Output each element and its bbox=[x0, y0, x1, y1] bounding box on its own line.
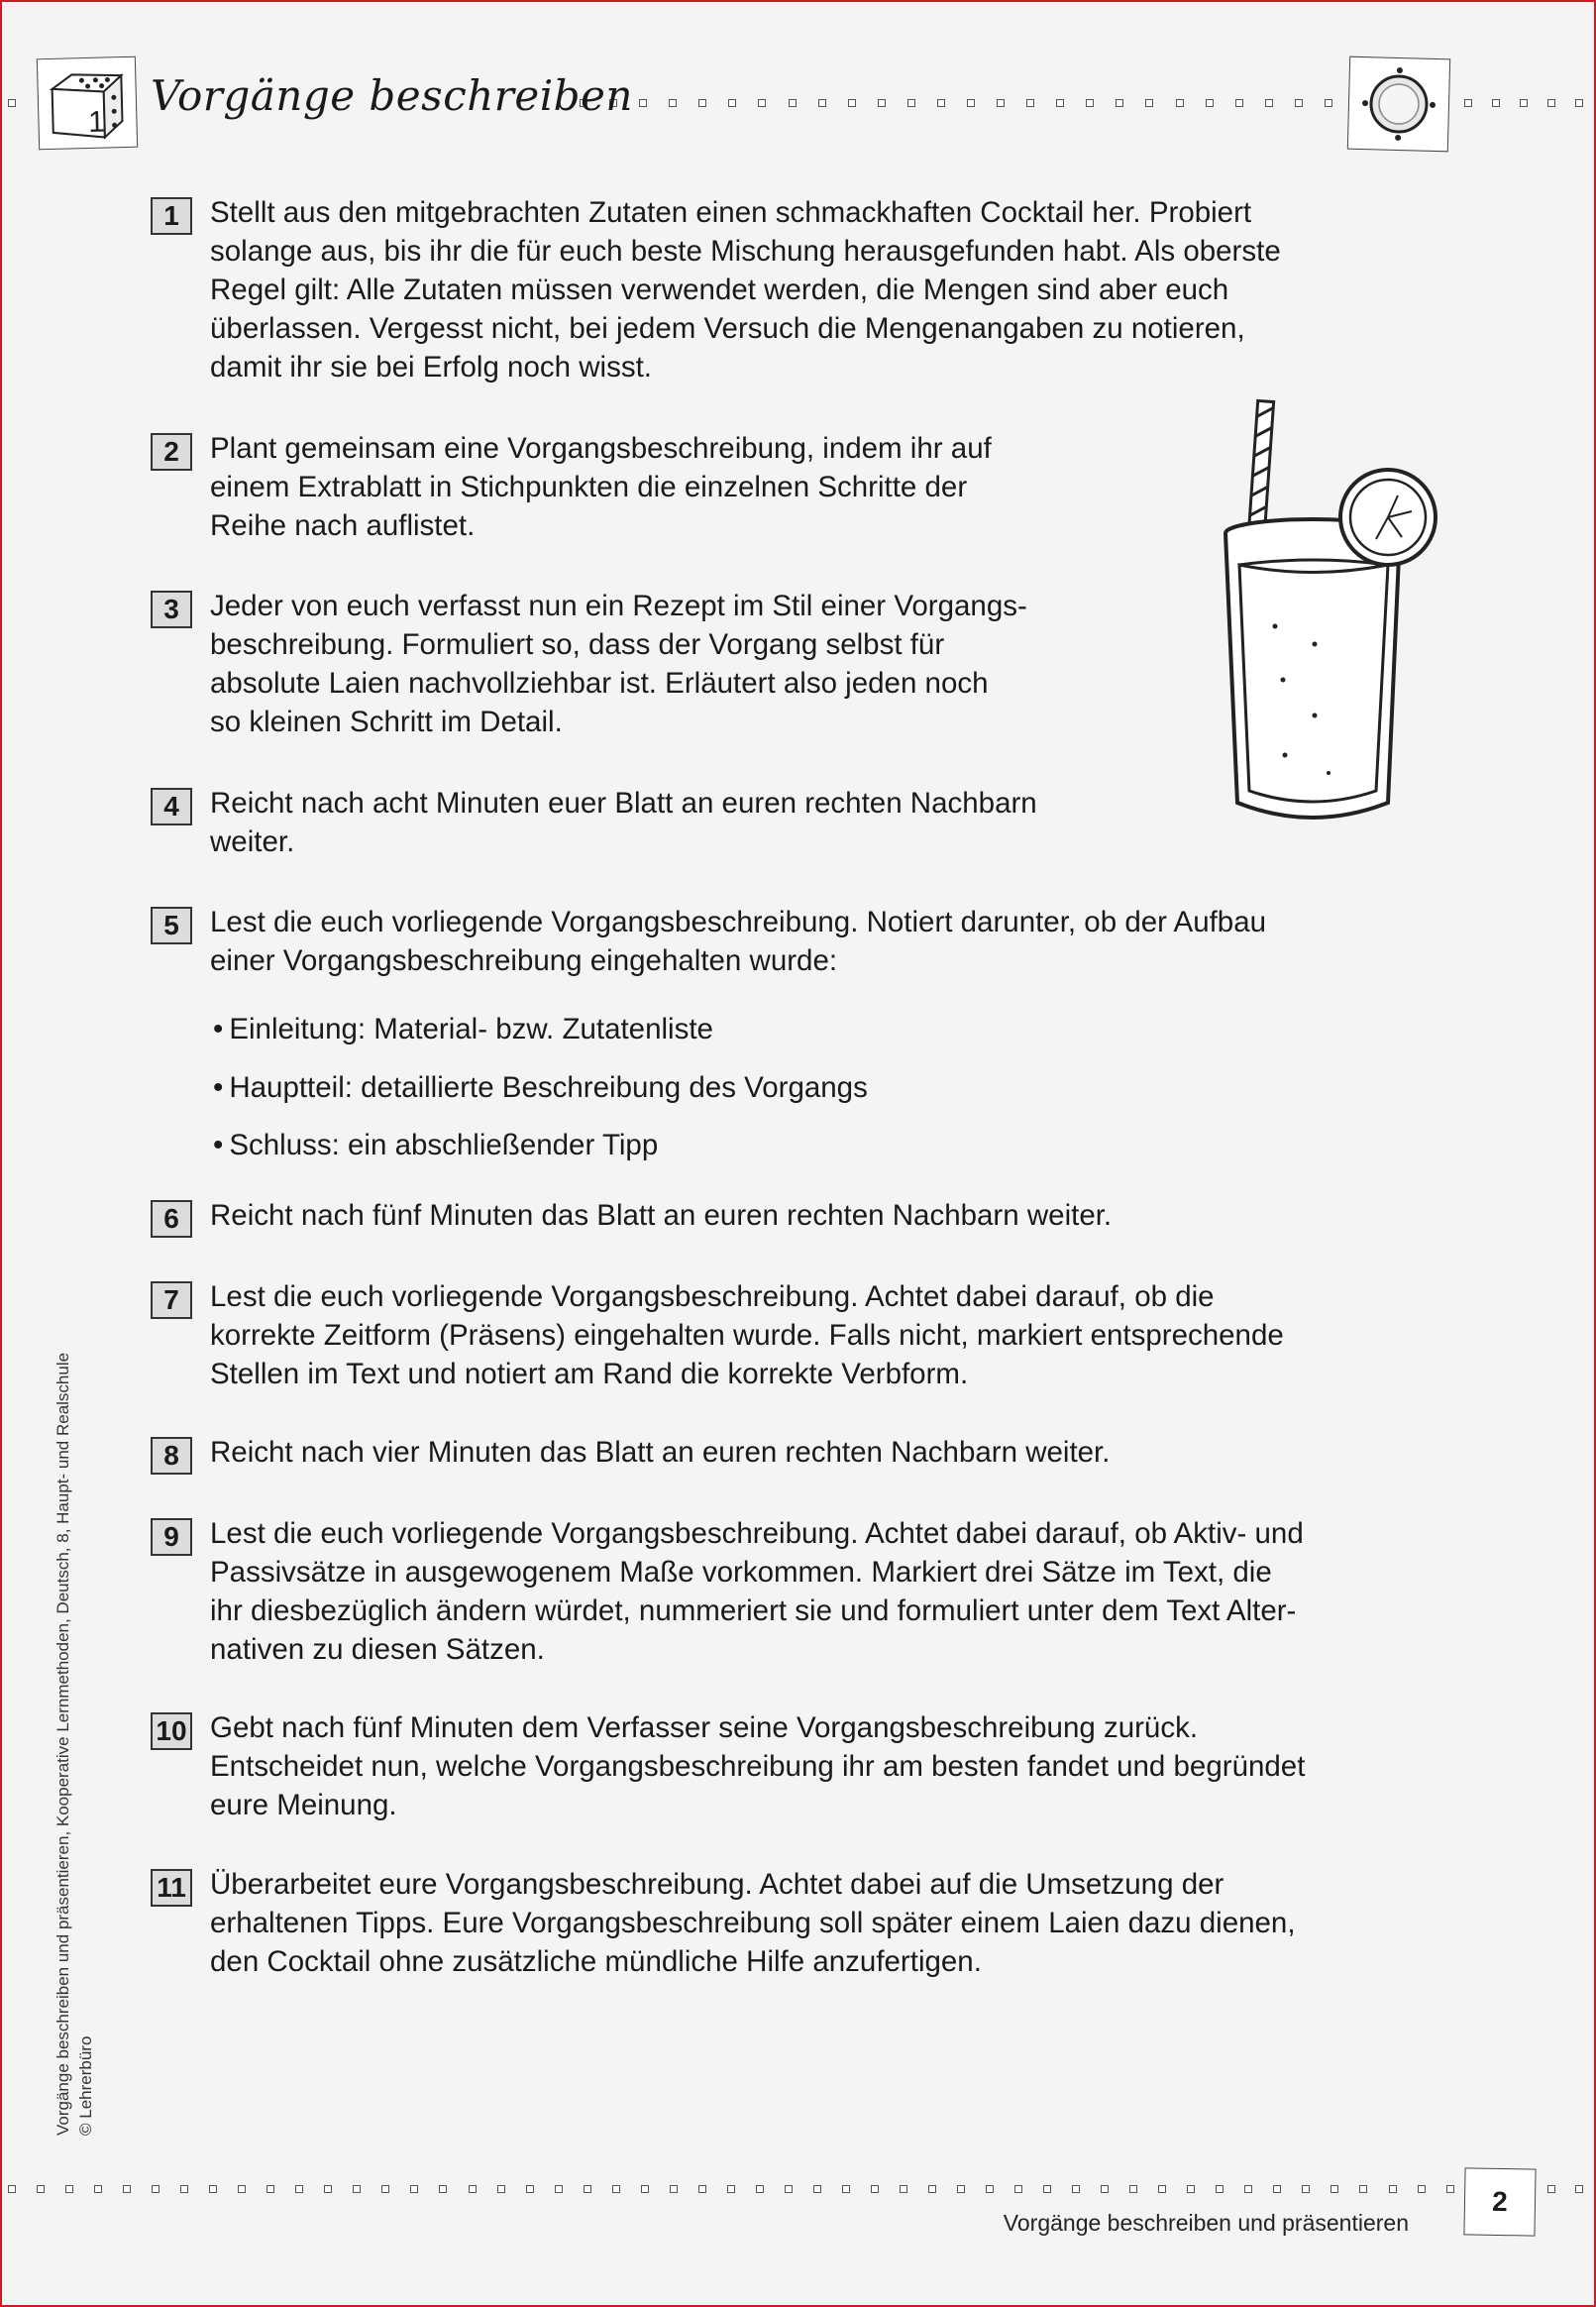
task-number-box: 2 bbox=[151, 433, 192, 471]
magnifier-icon bbox=[1348, 57, 1449, 152]
task-8 bbox=[151, 1433, 1438, 1475]
page-title: Vorgänge beschreiben bbox=[151, 71, 633, 120]
dice-icon bbox=[38, 57, 137, 150]
task-text: Plant gemeinsam eine Vorgangsbeschreibung, indem ihr auf einem Extrablatt in Stichpunkten die einzelnen Schritte der Reihe nach auflistet. bbox=[210, 432, 992, 542]
task-text: Lest die euch vorliegende Vorgangsbeschreibung. Achtet dabei darauf, ob Aktiv- und Passivsätze in ausgewogenem Maße vorkommen. Markiert drei Sätze im Text, die ihr diesbezüglich ändern würdet, nummeriert sie und formuliert unter dem Text Alter- nativen zu diesen Sätzen. bbox=[210, 1517, 1304, 1666]
task-text: Lest die euch vorliegende Vorgangsbeschreibung. Achtet dabei darauf, ob die korrekte Zeitform (Präsens) eingehalten wurde. Falls nicht, markiert entsprechende Stellen im Text und notiert am Rand die korrekte Verbform. bbox=[210, 1280, 1284, 1390]
task-text: Lest die euch vorliegende Vorgangsbeschreibung. Notiert darunter, ob der Aufbau einer Vorgangsbeschreibung eingehalten wurde: bbox=[210, 906, 1267, 977]
bullet-item bbox=[213, 1068, 868, 1107]
task-number-box: 10 bbox=[151, 1712, 192, 1750]
task-11 bbox=[151, 1865, 1438, 1981]
bullet-item bbox=[213, 1126, 658, 1164]
task-number-box: 3 bbox=[151, 591, 192, 628]
header-dotted-rule-middle bbox=[580, 99, 1332, 107]
task-number-box: 1 bbox=[151, 197, 192, 235]
task-7 bbox=[151, 1277, 1438, 1393]
task-text: Gebt nach fünf Minuten dem Verfasser seine Vorgangsbeschreibung zurück. Entscheidet nun, welche Vorgangsbeschreibung ihr am besten fandet und begründet eure Meinung. bbox=[210, 1711, 1306, 1821]
task-5 bbox=[151, 903, 1438, 980]
bullet-item bbox=[213, 1010, 713, 1048]
side-note-line-2: © Lehrerbüro bbox=[76, 2035, 95, 2136]
task-6 bbox=[151, 1196, 1438, 1238]
task-text: Stellt aus den mitgebrachten Zutaten einen schmackhaften Cocktail her. Probiert solange aus, bis ihr die für euch beste Mischung herausgefunden habt. Als oberste Regel gilt: Alle Zutaten müssen verwendet werden, die Mengen sind aber euch überlassen. Vergesst nicht, bei jedem Versuch die Mengenangaben zu notieren, damit ihr sie bei Erfolg noch wisst. bbox=[210, 196, 1281, 384]
task-text: Reicht nach vier Minuten das Blatt an euren rechten Nachbarn weiter. bbox=[210, 1436, 1111, 1469]
task-number-box: 9 bbox=[151, 1518, 192, 1556]
bullet-dot: • bbox=[213, 1129, 224, 1161]
bullet-text: Hauptteil: detaillierte Beschreibung des Vorgangs bbox=[229, 1071, 868, 1104]
footer-title: Vorgänge beschreiben und präsentieren bbox=[1003, 2210, 1409, 2236]
side-note-line-1: Vorgänge beschreiben und präsentieren, Kooperative Lernmethoden, Deutsch, 8, Haupt- und Realschule bbox=[53, 1352, 72, 2136]
footer-dotted-rule bbox=[8, 2185, 1454, 2193]
task-text: Jeder von euch verfasst nun ein Rezept im Stil einer Vorgangs- beschreibung. Formuliert so, dass der Vorgang selbst für absolute Laien nachvollziehbar ist. Erläutert also jeden noch so kleinen Schritt im Detail. bbox=[210, 590, 1027, 738]
page-number: 2 bbox=[1463, 2167, 1536, 2236]
cocktail-glass-icon bbox=[1204, 396, 1451, 842]
task-number-box: 8 bbox=[151, 1437, 192, 1475]
task-number-box: 6 bbox=[151, 1200, 192, 1238]
dice-number: 1 bbox=[87, 105, 106, 139]
task-number-box: 5 bbox=[151, 907, 192, 944]
task-number-box: 4 bbox=[151, 788, 192, 825]
task-text: Reicht nach fünf Minuten das Blatt an euren rechten Nachbarn weiter. bbox=[210, 1199, 1113, 1232]
task-number-box: 7 bbox=[151, 1281, 192, 1319]
task-text: Überarbeitet eure Vorgangsbeschreibung. Achtet dabei auf die Umsetzung der erhaltenen Tipps. Eure Vorgangsbeschreibung soll später einem Laien dazu dienen, den Cocktail ohne zusätzliche mündliche Hilfe anzufertigen. bbox=[210, 1868, 1296, 1978]
bullet-dot: • bbox=[213, 1013, 224, 1045]
dice-icon-frame bbox=[37, 56, 138, 151]
task-9 bbox=[151, 1514, 1438, 1669]
task-10 bbox=[151, 1708, 1438, 1824]
task-number-box: 11 bbox=[151, 1869, 192, 1907]
task-1 bbox=[151, 193, 1438, 386]
header-dotted-rule-right bbox=[1464, 99, 1583, 107]
task-text: Reicht nach acht Minuten euer Blatt an euren rechten Nachbarn weiter. bbox=[210, 787, 1037, 858]
bullet-text: Einleitung: Material- bzw. Zutatenliste bbox=[229, 1013, 713, 1045]
footer-dotted-rule-right bbox=[1547, 2185, 1583, 2193]
side-note bbox=[52, 1145, 97, 2136]
bullet-text: Schluss: ein abschließender Tipp bbox=[229, 1129, 659, 1161]
magnifier-icon-frame bbox=[1347, 56, 1450, 153]
bullet-dot: • bbox=[213, 1071, 224, 1104]
header-dotted-rule-left bbox=[8, 99, 30, 107]
